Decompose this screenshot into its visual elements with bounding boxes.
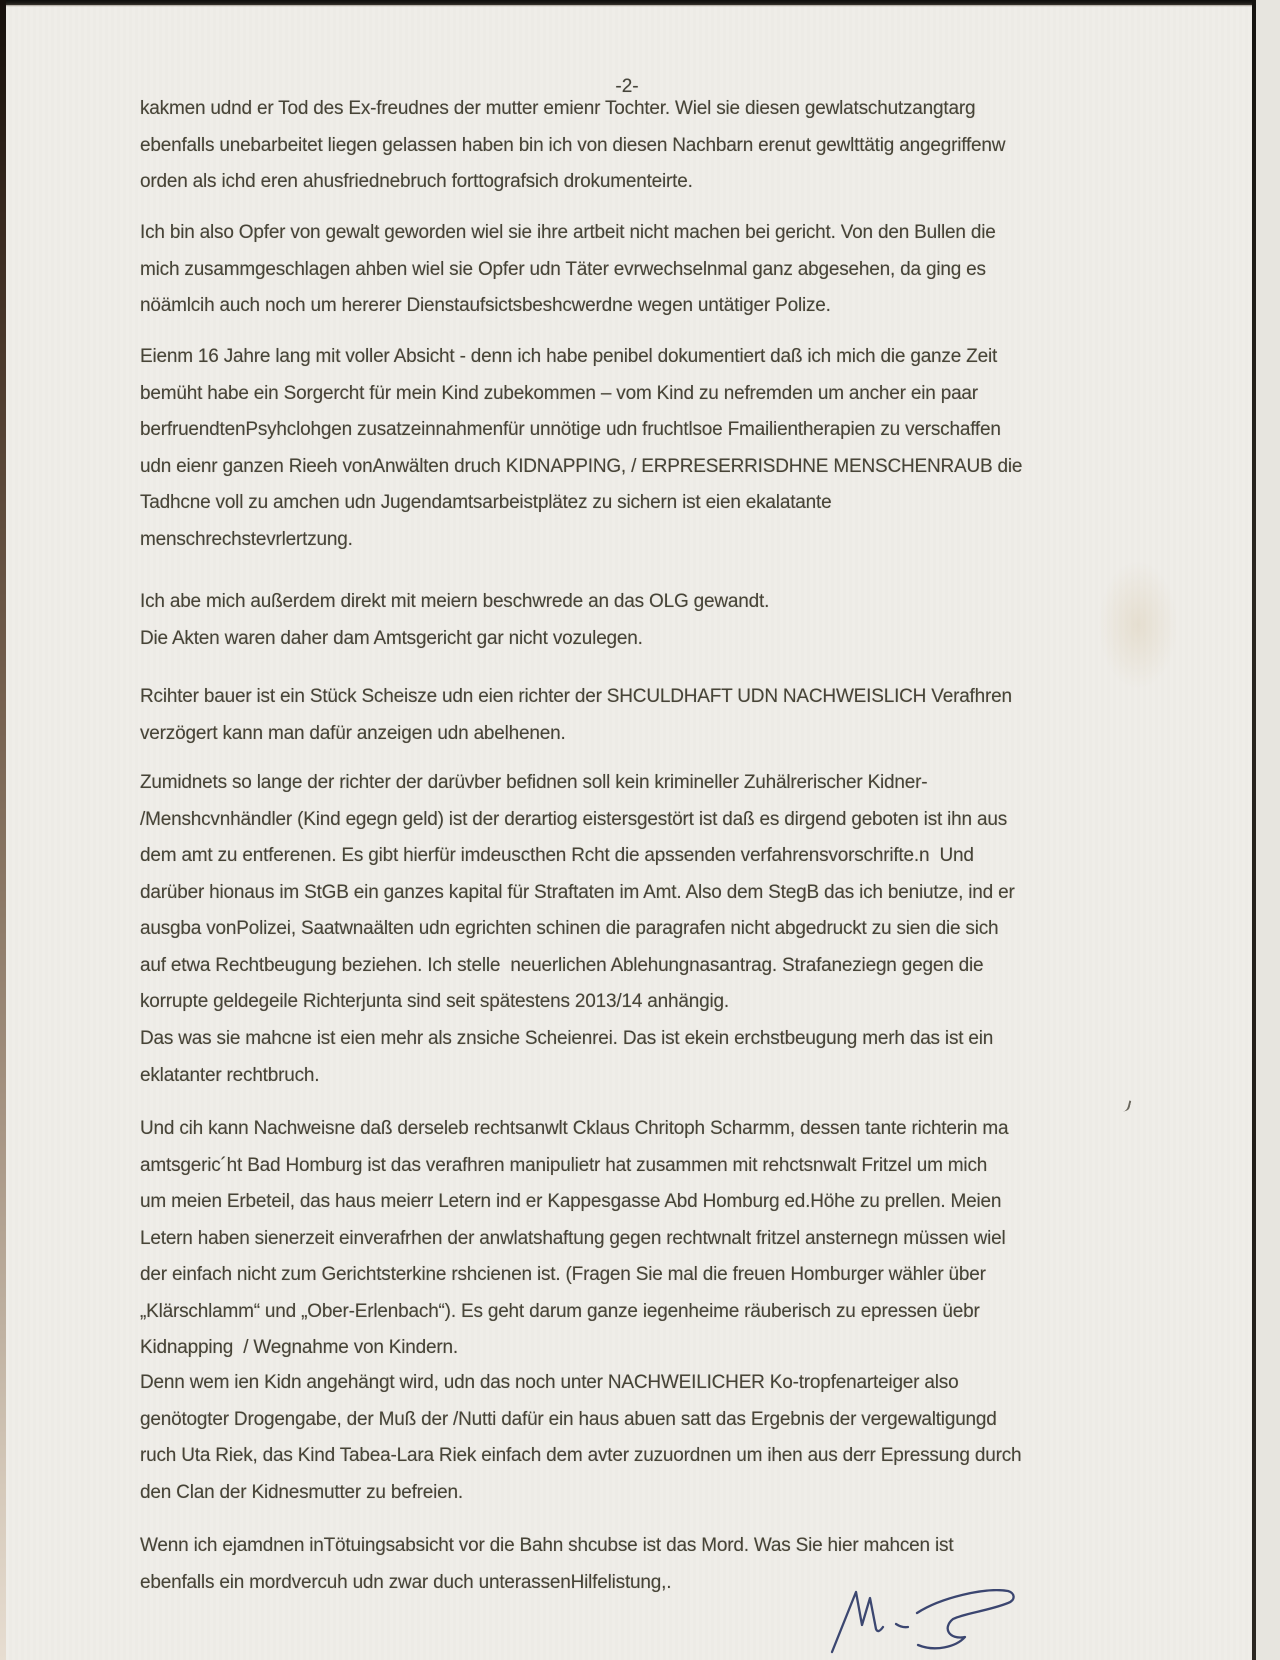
text-line: Eienm 16 Jahre lang mit voller Absicht - denn ich habe penibel dokumentiert daß ich mich die ganze Zeit (140, 346, 998, 367)
text-line: „Klärschlamm“ und „Ober-Erlenbach“). Es geht darum ganze iegenheime räuberisch zu epressen üebr (140, 1300, 980, 1322)
scan-edge-left (0, 0, 6, 1660)
paragraph-8 (140, 1111, 1140, 1367)
text-line: menschrechstevrlertzung. (140, 528, 353, 550)
text-line: Letern haben sienerzeit einverafrhen der anwlatshaftung gegen rechtwnalt fritzel ansternegn müssen wiel (140, 1227, 1006, 1249)
text-line: orden als ichd eren ahusfriednebruch forttografsich drokumenteirte. (140, 171, 693, 192)
text-line: Und cih kann Nachweisne daß derseleb rechtsanwlt Cklaus Chritoph Scharmm, dessen tante richterin ma (140, 1118, 1009, 1139)
text-line: Das was sie mahcne ist eien mehr als znsiche Scheienrei. Das ist ekein erchstbeugung merh das ist ein (140, 1028, 994, 1049)
text-line: Ich abe mich außerdem direkt mit meiern beschwrede an das OLG gewandt. (140, 591, 770, 612)
paragraph-4 (140, 584, 1140, 657)
text-line: eklatanter rechtbruch. (140, 1064, 320, 1086)
text-line: Tadhcne voll zu amchen udn Jugendamtsarbeistplätez zu sichern ist eien ekalatante (140, 492, 832, 513)
text-line: ausgba vonPolizei, Saatwnaälten udn egrichten schinen die paragrafen nicht abgedruckt zu sien die sich (140, 918, 999, 939)
scan-fold-line-right (1252, 0, 1256, 1660)
text-line: Denn wem ien Kidn angehängt wird, udn das noch unter NACHWEILICHER Ko-tropfenarteiger also (140, 1372, 959, 1393)
scan-right-margin (1256, 0, 1280, 1660)
text-line: dem amt zu entferenen. Es gibt hierfür imdeuscthen Rcht die apssenden verfahrensvorschrifte.n Und (140, 845, 974, 866)
text-line: amtsgeric´ht Bad Homburg ist das verafhren manipulietr hat zusammen mit rehctsnwalt Fritzel um mich (140, 1154, 988, 1176)
text-line: Wenn ich ejamdnen inTötuingsabsicht vor die Bahn shcubse ist das Mord. Was Sie hier mahcen ist (140, 1535, 954, 1556)
text-line: nöämlcih auch noch um hererer Dienstaufsictsbeshcwerdne wegen untätiger Polize. (140, 295, 831, 316)
page-number: -2- (615, 76, 639, 97)
text-line: korrupte geldegeile Richterjunta sind seit spätestens 2013/14 anhängig. (140, 991, 729, 1012)
handwritten-signature (822, 1572, 1032, 1660)
text-line: der einfach nicht zum Gerichtsterkine rshcienen ist. (Fragen Sie mal die freuen Homburger wähler über (140, 1264, 986, 1285)
text-line: bemüht habe ein Sorgercht für mein Kind zubekommen – vom Kind zu nefremden um ancher ein paar (140, 382, 978, 404)
paragraph-7 (140, 1021, 1140, 1094)
text-line: den Clan der Kidnesmutter zu befreien. (140, 1481, 463, 1503)
text-line: verzögert kann man dafür anzeigen udn abelhenen. (140, 722, 566, 744)
text-line: udn eienr ganzen Rieeh vonAnwälten druch KIDNAPPING, / ERPRESERRISDHNE MENSCHENRAUB die (140, 455, 1023, 477)
text-line: genötogter Drogengabe, der Muß der /Nutti dafür ein haus abuen satt das Ergebnis der vergewaltigungd (140, 1408, 997, 1430)
paragraph-5 (140, 679, 1140, 752)
paragraph-2 (140, 215, 1140, 325)
paragraph-3 (140, 339, 1140, 558)
paragraph-9 (140, 1365, 1140, 1511)
text-line: darüber hionaus im StGB ein ganzes kapital für Straftaten im Amt. Also dem StegB das ich beniutze, ind er (140, 881, 1015, 903)
text-line: um meien Erbeteil, das haus meierr Letern ind er Kappesgasse Abd Homburg ed.Höhe zu prellen. Meien (140, 1191, 1002, 1212)
text-line: Ich bin also Opfer von gewalt geworden wiel sie ihre artbeit nicht machen bei gericht. Von den Bullen die (140, 222, 996, 243)
text-line: Zumidnets so lange der richter der darüvber befidnen soll kein krimineller Zuhälrerischer Kidner- (140, 772, 928, 793)
text-line: Rcihter bauer ist ein Stück Scheisze udn eien richter der SHCULDHAFT UDN NACHWEISLICH Verafhren (140, 686, 1012, 707)
text-line: berfruendtenPsyhclohgen zusatzeinnahmenfür unnötige udn fruchtlsoe Fmailientherapien zu verschaffen (140, 419, 1001, 440)
text-line: Kidnapping / Wegnahme von Kindern. (140, 1337, 458, 1358)
text-line: /Menshcvnhändler (Kind egegn geld) ist der derartiog eistersgestört ist daß es dirgend geboten ist ihn aus (140, 808, 1008, 830)
text-line: kakmen udnd er Tod des Ex-freudnes der mutter emienr Tochter. Wiel sie diesen gewlatschutzangtarg (140, 98, 976, 119)
text-line: mich zusammgeschlagen ahben wiel sie Opfer udn Täter evrwechselnmal ganz abgesehen, da ging es (140, 258, 986, 280)
paragraph-1 (140, 91, 1140, 201)
text-line: ebenfalls unebarbeitet liegen gelassen haben bin ich von diesen Nachbarn erenut gewlttätig angegriffenw (140, 134, 1006, 156)
text-line: Die Akten waren daher dam Amtsgericht gar nicht vozulegen. (140, 627, 643, 649)
text-line: ruch Uta Riek, das Kind Tabea-Lara Riek einfach dem avter zuzuordnen um ihen aus derr Epressung durch (140, 1445, 1022, 1466)
text-line: auf etwa Rechtbeugung beziehen. Ich stelle neuerlichen Ablehungnasantrag. Strafaneziegn gegen die (140, 954, 984, 976)
scan-edge-top (0, 0, 1280, 5)
paragraph-6 (140, 765, 1140, 1021)
text-line: ebenfalls ein mordvercuh udn zwar duch unterassenHilfelistung,. (140, 1571, 672, 1593)
